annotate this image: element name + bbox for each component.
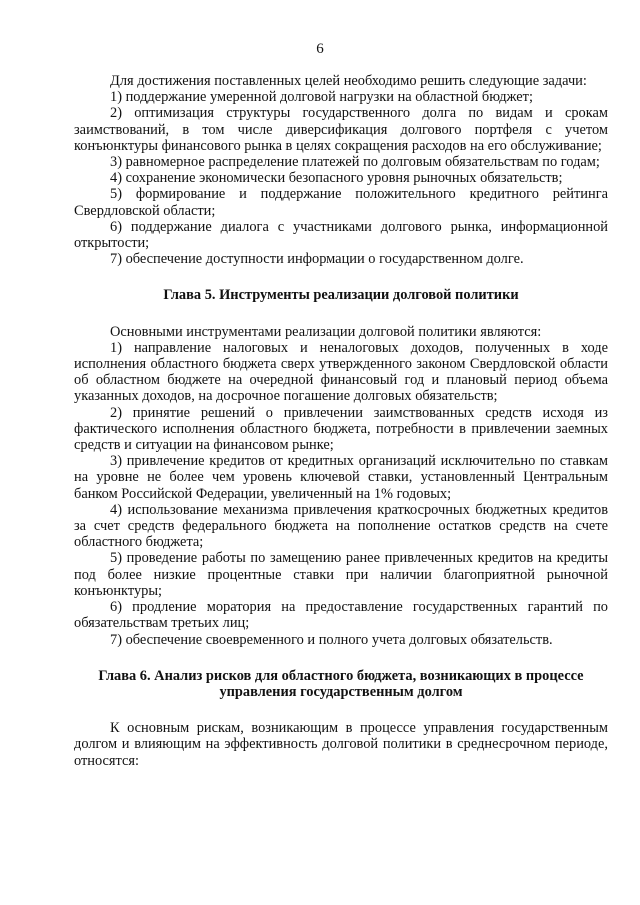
instrument-item-5: 5) проведение работы по замещению ранее привлеченных кредитов на кредиты под более низкие процентные ставки при наличии благоприятной рыночной конъюнктуры; <box>74 550 608 599</box>
page-number: 6 <box>316 41 324 57</box>
task-item-1: 1) поддержание умеренной долговой нагрузки на областной бюджет; <box>110 89 533 106</box>
instrument-item-2: 2) принятие решений о привлечении заимствованных средств исходя из фактического исполнения областного бюджета, потребности в привлечении заемных средств и ситуации на финансовом рынке; <box>74 404 608 454</box>
task-item-4: 4) сохранение экономически безопасного уровня рыночных обязательств; <box>110 170 563 187</box>
instrument-item-4: 4) использование механизма привлечения краткосрочных бюджетных кредитов за счет средств федерального бюджета на пополнение остатков средств на счете областного бюджета; <box>74 501 608 551</box>
task-item-2: 2) оптимизация структуры государственного долга по видам и срокам заимствований, в том числе диверсификация долгового портфеля с учетом конъюнктуры финансового рынка в целях сокращения расходов на его обслуживание; <box>74 105 608 154</box>
task-item-5: 5) формирование и поддержание положительного кредитного рейтинга Свердловской области; <box>74 186 608 219</box>
chapter-5-intro: Основными инструментами реализации долговой политики являются: <box>110 323 542 340</box>
instrument-item-1: 1) направление налоговых и неналоговых доходов, полученных в ходе исполнения областного бюджета сверх утвержденного законом Свердловской области об областном бюджете на очередной финансовый год и плановый период объема указанных доходов, на досрочное погашение долговых обязательств; <box>74 339 608 405</box>
task-item-7: 7) обеспечение доступности информации о государственном долге. <box>110 251 524 268</box>
instrument-item-3: 3) привлечение кредитов от кредитных организаций исключительно по ставкам на уровне не более чем уровень ключевой ставки, установленный Центральным банком Российской Федерации, увеличенный на 1% годовых; <box>74 453 608 502</box>
instrument-item-6: 6) продление моратория на предоставление государственных гарантий по обязательствам третьих лиц; <box>74 599 608 632</box>
task-item-3: 3) равномерное распределение платежей по долговым обязательствам по годам; <box>110 154 600 171</box>
chapter-6-heading: Глава 6. Анализ рисков для областного бюджета, возникающих в процессе управления государственным долгом <box>98 667 584 700</box>
tasks-intro: Для достижения поставленных целей необходимо решить следующие задачи: <box>110 73 587 89</box>
task-item-6: 6) поддержание диалога с участниками долгового рынка, информационной открытости; <box>74 218 608 252</box>
chapter-5-heading: Глава 5. Инструменты реализации долговой политики <box>163 287 519 304</box>
instrument-item-7: 7) обеспечение своевременного и полного учета долговых обязательств. <box>110 631 553 648</box>
document-body <box>74 73 608 769</box>
chapter-6-intro: К основным рискам, возникающим в процессе управления государственным долгом и влияющим на эффективность долговой политики в среднесрочном периоде, относятся: <box>74 720 608 769</box>
